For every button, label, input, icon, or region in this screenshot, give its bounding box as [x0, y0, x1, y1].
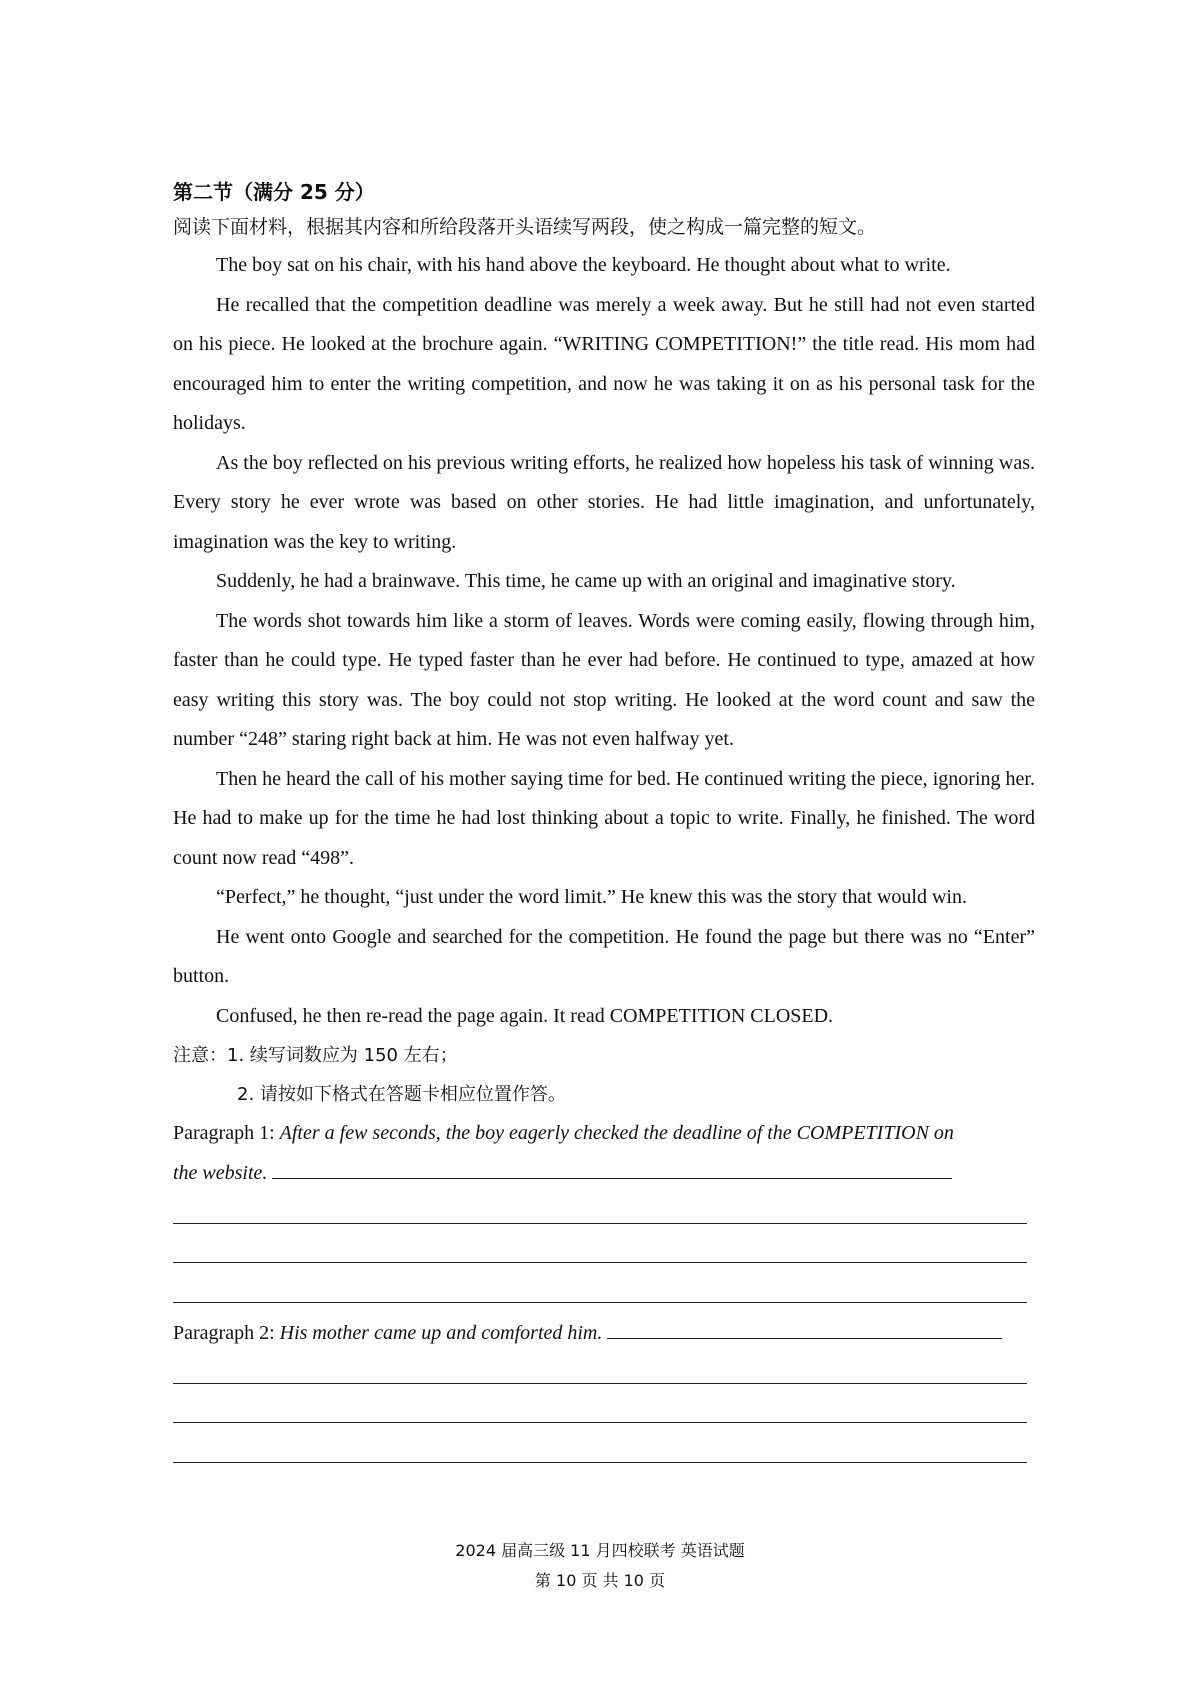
note-item: 2. 请按如下格式在答题卡相应位置作答。	[237, 1084, 566, 1105]
passage-paragraph: Suddenly, he had a brainwave. This time, he came up with an original and imaginative story.	[216, 570, 956, 592]
page-footer	[0, 1536, 1200, 1596]
notes	[173, 1036, 1035, 1114]
passage-paragraph: Then he heard the call of his mother saying time for bed. He continued writing the piece, ignoring her. He had to make up for the time he had lost thinking about a topic to write. Finally, he finished. The word count now read “498”.	[173, 767, 1035, 869]
section-instruction: 阅读下面材料，根据其内容和所给段落开头语续写两段，使之构成一篇完整的短文。	[173, 216, 877, 238]
passage-paragraph: He recalled that the competition deadline was merely a week away. But he still had not even started on his piece. He looked at the brochure again. “WRITING COMPETITION!” the title read. His mom had encouraged him to enter the writing competition, and now he was taking it on as his personal task for the holidays.	[173, 293, 1035, 434]
footer-exam-title: 2024 届高三级 11 月四校联考 英语试题	[455, 1541, 745, 1560]
footer-page-number: 第 10 页 共 10 页	[534, 1571, 666, 1590]
paragraph-2-prompt	[173, 1314, 1035, 1354]
answer-line[interactable]	[173, 1353, 1035, 1393]
answer-blank[interactable]	[272, 1177, 952, 1179]
paragraph-1-prompt-cont	[173, 1154, 1035, 1194]
paragraph-1-opening: After a few seconds, the boy eagerly checked the deadline of the COMPETITION on	[279, 1122, 954, 1144]
section-title: 第二节（满分 25 分）	[173, 180, 375, 204]
notes-label: 注意：	[173, 1045, 227, 1066]
note-row	[173, 1036, 1035, 1075]
passage-paragraph: As the boy reflected on his previous writing efforts, he realized how hopeless his task of winning was. Every story he ever wrote was based on other stories. He had little imagination, and unfortunately, imagination was the key to writing.	[173, 451, 1035, 553]
passage-paragraph: The words shot towards him like a storm of leaves. Words were coming easily, flowing through him, faster than he could type. He typed faster than he ever had before. He continued to type, amazed at how easy writing this story was. The boy could not stop writing. He looked at the word count and saw the number “248” staring right back at him. He was not even halfway yet.	[173, 609, 1035, 750]
exam-page	[173, 177, 1035, 1472]
passage-paragraph: “Perfect,” he thought, “just under the word limit.” He knew this was the story that would win.	[216, 886, 967, 908]
paragraph-2-opening: His mother came up and comforted him.	[279, 1321, 603, 1344]
passage-paragraph: Confused, he then re-read the page again. It read COMPETITION CLOSED.	[216, 1004, 834, 1027]
passage-paragraph: The boy sat on his chair, with his hand above the keyboard. He thought about what to write.	[216, 254, 951, 276]
answer-line[interactable]	[173, 1193, 1035, 1233]
paragraph-1-label: Paragraph 1:	[173, 1122, 280, 1144]
answer-line[interactable]	[173, 1272, 1035, 1312]
answer-line[interactable]	[173, 1393, 1035, 1433]
paragraph-2-block	[173, 1314, 1035, 1472]
writing-area	[173, 1114, 1035, 1472]
paragraph-1-block	[173, 1114, 1035, 1312]
answer-line[interactable]	[173, 1233, 1035, 1273]
paragraph-2-label: Paragraph 2:	[173, 1321, 280, 1344]
note-row	[173, 1075, 1035, 1114]
paragraph-1-opening-cont: the website.	[173, 1161, 268, 1184]
note-item: 1. 续写词数应为 150 左右；	[227, 1045, 458, 1066]
answer-blank[interactable]	[607, 1337, 1002, 1339]
passage-paragraph: He went onto Google and searched for the competition. He found the page but there was no “Enter” button.	[173, 925, 1035, 987]
paragraph-1-prompt	[173, 1114, 1035, 1154]
answer-line[interactable]	[173, 1432, 1035, 1472]
reading-passage	[173, 246, 1035, 1036]
